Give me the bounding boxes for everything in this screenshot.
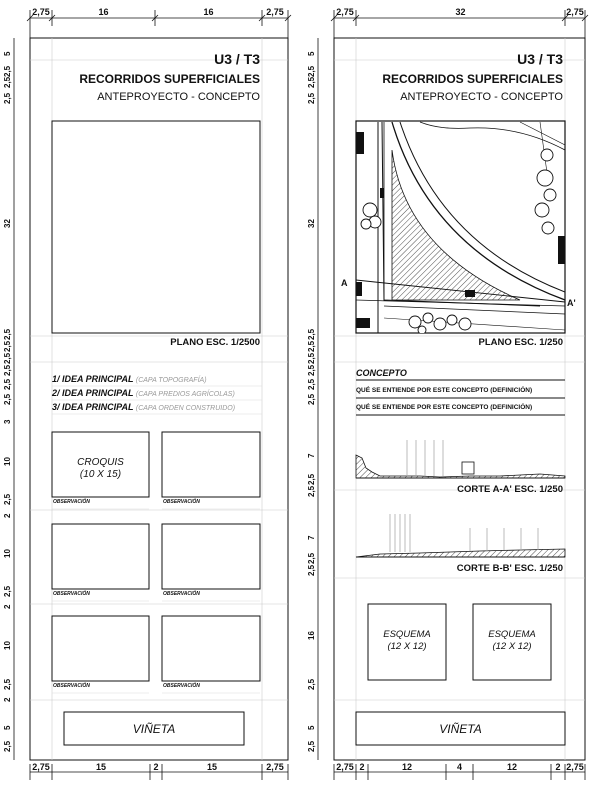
right-side-dim-3: 2,5 <box>307 92 316 104</box>
right-side-dim-17: 16 <box>307 631 316 640</box>
right-side-dim-18: 2,5 <box>307 678 316 690</box>
left-side-dim-1: 2,5 <box>3 65 12 77</box>
left-bottom-dim-3: 15 <box>206 762 217 772</box>
right-side-dim-1: 2,5 <box>307 65 316 77</box>
croquis-box-4 <box>162 524 260 589</box>
left-side-dim-6: 2,5 <box>3 340 12 352</box>
right-side-dim-19: 5 <box>307 725 316 730</box>
croquis-size: (10 X 15) <box>79 469 122 480</box>
left-idea-1 <box>52 375 207 384</box>
right-side-dim-20: 2,5 <box>307 740 316 752</box>
left-side-dim-10: 2,5 <box>3 393 12 405</box>
left-side-dim-22: 2,5 <box>3 740 12 752</box>
right-sheet-stage: ANTEPROYECTO - CONCEPTO <box>400 91 563 103</box>
left-guide-lines <box>30 38 288 760</box>
observation-5: OBSERVACIÓN <box>53 683 90 689</box>
idea-3-note: (CAPA ORDEN CONSTRUIDO) <box>135 405 236 412</box>
left-side-dim-18: 10 <box>3 641 12 650</box>
site-plan-drawing <box>356 121 565 334</box>
right-bottom-dim-5: 2 <box>555 762 561 772</box>
observation-2: OBSERVACIÓN <box>163 499 200 505</box>
left-side-dim-13: 2,5 <box>3 493 12 505</box>
left-side-dim-21: 5 <box>3 725 12 730</box>
esquema-size-1: (12 X 12) <box>387 641 427 652</box>
croquis-box-3 <box>52 524 149 589</box>
right-top-dim-2: 2,75 <box>566 7 584 17</box>
left-bottom-dim-1: 15 <box>95 762 106 772</box>
left-bottom-dim-4: 2,75 <box>266 762 284 772</box>
croquis-box-2 <box>162 432 260 497</box>
right-bottom-dim-4: 12 <box>506 762 517 772</box>
left-side-dim-3: 2,5 <box>3 92 12 104</box>
observation-4: OBSERVACIÓN <box>163 591 200 597</box>
croquis-title: CROQUIS <box>77 457 124 468</box>
section-aa-label: CORTE A-A' ESC. 1/250 <box>457 484 563 495</box>
left-side-dim-17: 2 <box>3 604 12 609</box>
right-side-dim-12: 2,5 <box>307 473 316 485</box>
left-side-dim-16: 2,5 <box>3 585 12 597</box>
left-side-dim-19: 2,5 <box>3 678 12 690</box>
right-vineta-label: VIÑETA <box>439 722 482 736</box>
left-sheet-subtitle: RECORRIDOS SUPERFICIALES <box>79 72 260 86</box>
left-bottom-dim-2: 2 <box>153 762 159 772</box>
left-side-dim-7: 2,5 <box>3 352 12 364</box>
section-marker-a: A <box>341 278 348 288</box>
right-sheet-subtitle: RECORRIDOS SUPERFICIALES <box>382 72 563 86</box>
left-side-dim-14: 2 <box>3 513 12 518</box>
left-side-dim-9: 2,5 <box>3 378 12 390</box>
observation-lines <box>52 509 260 693</box>
concept-line-1: QUÉ SE ENTIENDE POR ESTE CONCEPTO (DEFINICIÓN) <box>356 387 533 394</box>
left-top-dim-2: 16 <box>203 7 214 17</box>
right-side-dim-16: 2,5 <box>307 564 316 576</box>
left-top-dim-0: 2,75 <box>32 7 50 17</box>
idea-2-label: 2/ IDEA PRINCIPAL <box>52 388 134 398</box>
left-side-dim-4: 32 <box>3 219 12 228</box>
left-plan-frame <box>52 121 260 333</box>
left-side-dim-2: 2,5 <box>3 76 12 88</box>
right-sheet <box>318 7 588 780</box>
concept-line-2: QUÉ SE ENTIENDE POR ESTE CONCEPTO (DEFINICIÓN) <box>356 404 533 411</box>
left-side-dim-11: 3 <box>3 419 12 424</box>
left-sheet-title: U3 / T3 <box>214 51 260 67</box>
right-side-dim-7: 2,5 <box>307 352 316 364</box>
left-sheet-frame <box>30 38 288 760</box>
left-side-dim-15: 10 <box>3 549 12 558</box>
idea-1-note: (CAPA TOPOGRAFÍA) <box>135 377 207 384</box>
left-side-dim-12: 10 <box>3 457 12 466</box>
left-bottom-dim-0: 2,75 <box>32 762 50 772</box>
right-side-dim-0: 5 <box>307 51 316 56</box>
observation-3: OBSERVACIÓN <box>53 591 90 597</box>
right-side-dim-13: 2,5 <box>307 485 316 497</box>
section-aa-drawing <box>356 440 565 478</box>
croquis-box-6 <box>162 616 260 681</box>
idea-1-label: 1/ IDEA PRINCIPAL <box>52 374 134 384</box>
right-bottom-dim-3: 4 <box>456 762 462 772</box>
esquema-size-2: (12 X 12) <box>492 641 532 652</box>
right-side-dim-8: 2,5 <box>307 364 316 376</box>
left-side-dim-5: 2,5 <box>3 328 12 340</box>
left-idea-3 <box>52 403 235 412</box>
right-bottom-dim-0: 2,75 <box>336 762 354 772</box>
right-plan-label: PLANO ESC. 1/250 <box>478 337 563 348</box>
esquema-title-2: ESQUEMA <box>488 629 536 640</box>
right-side-dim-6: 2,5 <box>307 340 316 352</box>
left-side-dim-8: 2,5 <box>3 364 12 376</box>
right-side-dim-4: 32 <box>307 219 316 228</box>
right-top-dim-1: 32 <box>455 7 466 17</box>
left-top-dim-3: 2,75 <box>266 7 284 17</box>
left-vineta-label: VIÑETA <box>132 722 176 736</box>
right-side-dim-15: 2,5 <box>307 552 316 564</box>
right-side-dim-2: 2,5 <box>307 76 316 88</box>
section-bb-drawing <box>356 514 565 557</box>
right-side-dim-5: 2,5 <box>307 328 316 340</box>
observation-6: OBSERVACIÓN <box>163 683 200 689</box>
right-sheet-title: U3 / T3 <box>517 51 563 67</box>
right-top-dim-0: 2,75 <box>336 7 354 17</box>
right-side-dim-11: 7 <box>307 453 316 458</box>
right-bottom-dim-1: 2 <box>359 762 365 772</box>
right-side-dim-10: 2,5 <box>307 393 316 405</box>
esquema-title-1: ESQUEMA <box>383 629 431 640</box>
left-top-dimension <box>27 7 291 760</box>
left-idea-2 <box>52 389 235 398</box>
concept-title: CONCEPTO <box>356 368 407 378</box>
idea-2-note: (CAPA PREDIOS AGRÍCOLAS) <box>135 391 235 398</box>
right-bottom-dim-2: 12 <box>401 762 412 772</box>
section-marker-a2: A' <box>567 298 576 308</box>
left-side-dim-0: 5 <box>3 51 12 56</box>
left-sheet-stage: ANTEPROYECTO - CONCEPTO <box>97 91 260 103</box>
croquis-box-5 <box>52 616 149 681</box>
section-bb-label: CORTE B-B' ESC. 1/250 <box>456 563 563 574</box>
right-bottom-dim-6: 2,75 <box>566 762 584 772</box>
observation-1: OBSERVACIÓN <box>53 499 90 505</box>
left-side-dim-20: 2 <box>3 697 12 702</box>
left-top-dim-1: 16 <box>98 7 109 17</box>
right-side-dim-14: 7 <box>307 535 316 540</box>
right-side-dim-9: 2,5 <box>307 378 316 390</box>
idea-3-label: 3/ IDEA PRINCIPAL <box>52 402 134 412</box>
left-plan-label: PLANO ESC. 1/2500 <box>170 337 260 348</box>
